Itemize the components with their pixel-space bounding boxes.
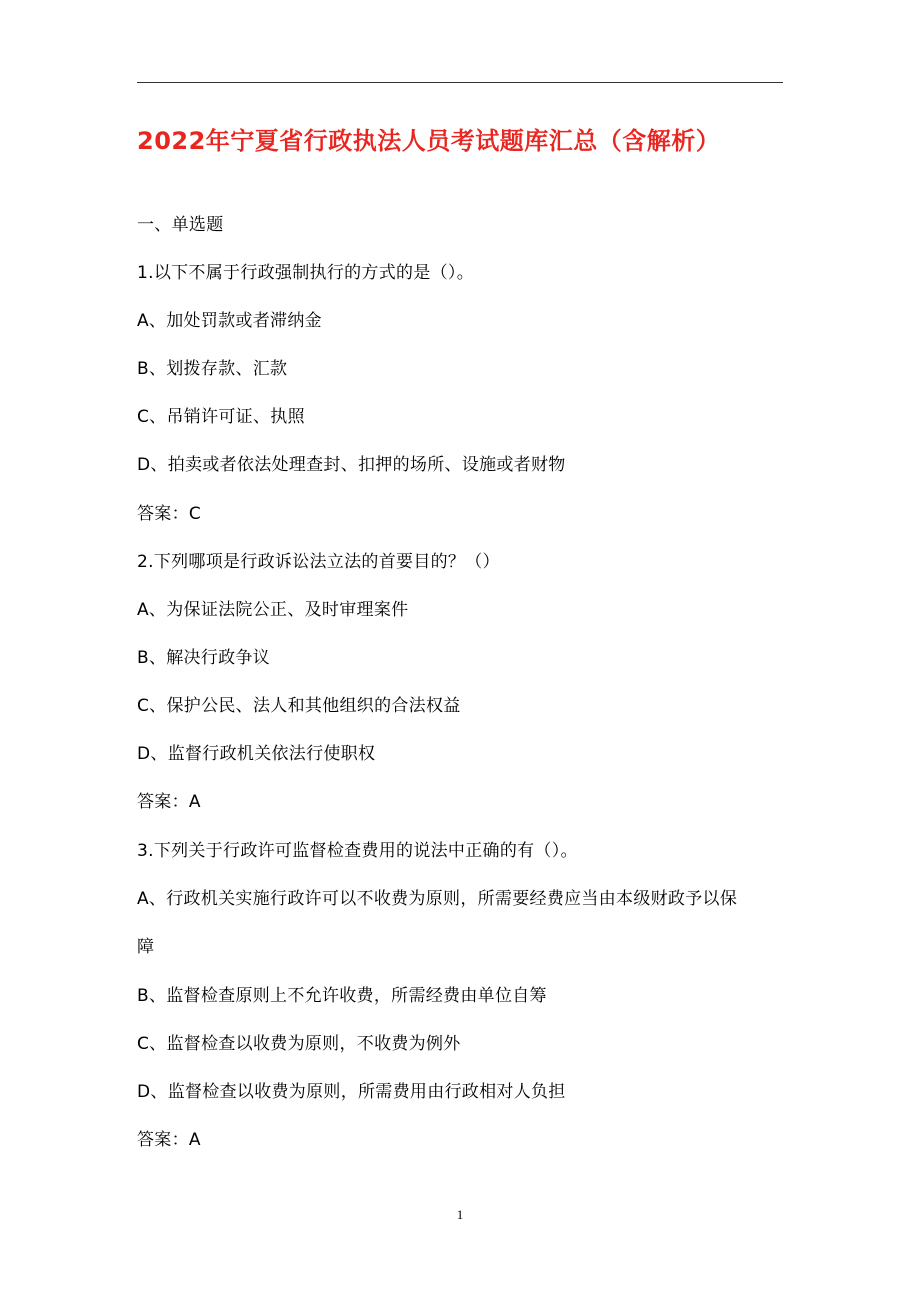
question-3-option-a-continued: 障 (137, 937, 155, 957)
page-number: 1 (456, 1207, 464, 1222)
question-3-stem: 3.下列关于行政许可监督检查费用的说法中正确的有（）。 (137, 841, 578, 861)
document-title: 2022年宁夏省行政执法人员考试题库汇总（含解析） (137, 127, 721, 155)
section-heading: 一、单选题 (137, 215, 224, 235)
question-3-option-b: B、监督检查原则上不允许收费，所需经费由单位自筹 (137, 986, 547, 1006)
question-2-option-d: D、监督行政机关依法行使职权 (137, 744, 376, 764)
question-3-option-a: A、行政机关实施行政许可以不收费为原则，所需要经费应当由本级财政予以保 (137, 889, 738, 909)
question-2-option-b: B、解决行政争议 (137, 648, 271, 668)
question-1-option-a: A、加处罚款或者滞纳金 (137, 311, 322, 331)
question-1-option-b: B、划拨存款、汇款 (137, 359, 288, 379)
question-2-stem: 2.下列哪项是行政诉讼法立法的首要目的？（） (137, 552, 500, 572)
question-2-option-c: C、保护公民、法人和其他组织的合法权益 (137, 696, 461, 716)
header-rule (137, 82, 783, 83)
question-1-stem: 1.以下不属于行政强制执行的方式的是（）。 (137, 263, 475, 283)
question-3-option-c: C、监督检查以收费为原则，不收费为例外 (137, 1034, 461, 1054)
question-1-option-c: C、吊销许可证、执照 (137, 407, 305, 427)
question-1-option-d: D、拍卖或者依法处理查封、扣押的场所、设施或者财物 (137, 455, 566, 475)
question-1-answer: 答案：C (137, 504, 202, 524)
question-2-option-a: A、为保证法院公正、及时审理案件 (137, 600, 409, 620)
question-2-answer: 答案：A (137, 792, 201, 812)
question-3-answer: 答案：A (137, 1130, 201, 1150)
question-3-option-d: D、监督检查以收费为原则，所需费用由行政相对人负担 (137, 1082, 566, 1102)
